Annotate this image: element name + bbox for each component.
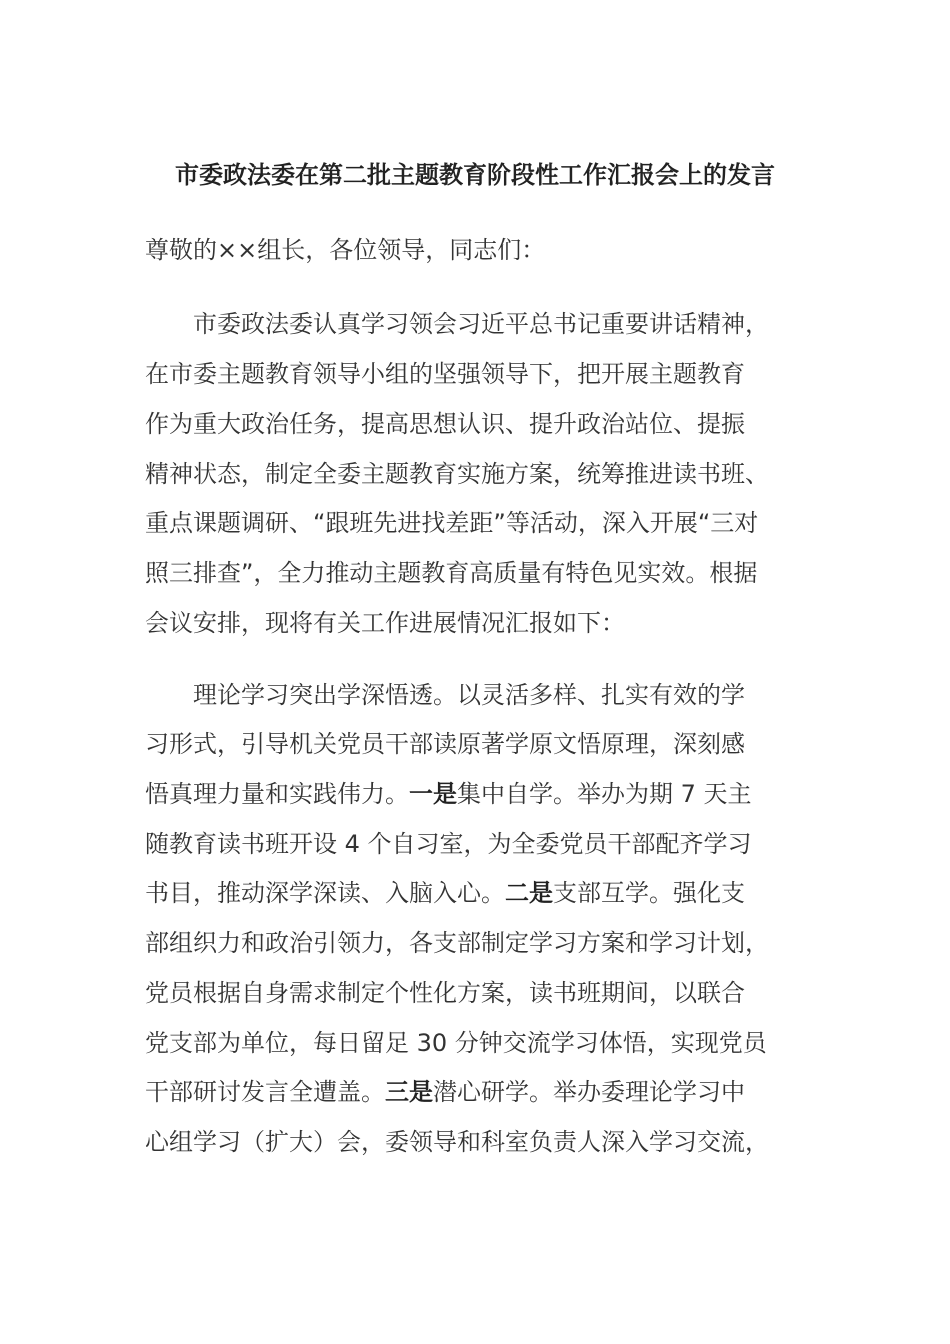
document-title: 市委政法委在第二批主题教育阶段性工作汇报会上的发言 — [175, 161, 775, 189]
paragraph1-line: 会议安排，现将有关工作进展情况汇报如下： — [145, 609, 625, 637]
paragraph2-line: 党员根据自身需求制定个性化方案，读书班期间，以联合 — [145, 979, 745, 1007]
paragraph2-line: 心组学习（扩大）会，委领导和科室负责人深入学习交流， — [145, 1128, 769, 1156]
line-text: 潜心研学。举办委理论学习中 — [433, 1078, 745, 1106]
paragraph1-line: 作为重大政治任务，提高思想认识、提升政治站位、提振 — [145, 410, 745, 438]
paragraph2-line: 随教育读书班开设 4 个自习室，为全委党员干部配齐学习 — [145, 830, 752, 858]
line-text: 书目，推动深学深读、入脑入心。 — [145, 879, 505, 907]
salutation: 尊敬的××组长，各位领导，同志们： — [145, 236, 546, 264]
paragraph1-line: 市委政法委认真学习领会习近平总书记重要讲话精神， — [193, 310, 769, 338]
list-lead-first: 一是 — [409, 780, 457, 808]
line-text: 悟真理力量和实践伟力。 — [145, 780, 409, 808]
line-text: 支部互学。强化支 — [553, 879, 745, 907]
paragraph2-line: 部组织力和政治引领力，各支部制定学习方案和学习计划， — [145, 929, 769, 957]
paragraph1-line: 在市委主题教育领导小组的坚强领导下，把开展主题教育 — [145, 360, 745, 388]
paragraph2-line: 理论学习突出学深悟透。以灵活多样、扎实有效的学 — [193, 681, 745, 709]
paragraph2-line: 党支部为单位，每日留足 30 分钟交流学习体悟，实现党员 — [145, 1029, 767, 1057]
paragraph1-line: 精神状态，制定全委主题教育实施方案，统筹推进读书班、 — [145, 460, 769, 488]
paragraph1-line: 重点课题调研、“跟班先进找差距”等活动，深入开展“三对 — [145, 509, 759, 537]
list-lead-second: 二是 — [505, 879, 553, 907]
paragraph2-line — [145, 1067, 745, 1117]
list-lead-third: 三是 — [385, 1078, 433, 1106]
line-text: 集中自学。举办为期 7 天主 — [457, 780, 752, 808]
paragraph2-line: 习形式，引导机关党员干部读原著学原文悟原理，深刻感 — [145, 730, 745, 758]
paragraph1-line: 照三排查”，全力推动主题教育高质量有特色见实效。根据 — [145, 559, 758, 587]
paragraph2-line — [145, 769, 752, 819]
paragraph2-line — [145, 868, 745, 918]
line-text: 干部研讨发言全遭盖。 — [145, 1078, 385, 1106]
